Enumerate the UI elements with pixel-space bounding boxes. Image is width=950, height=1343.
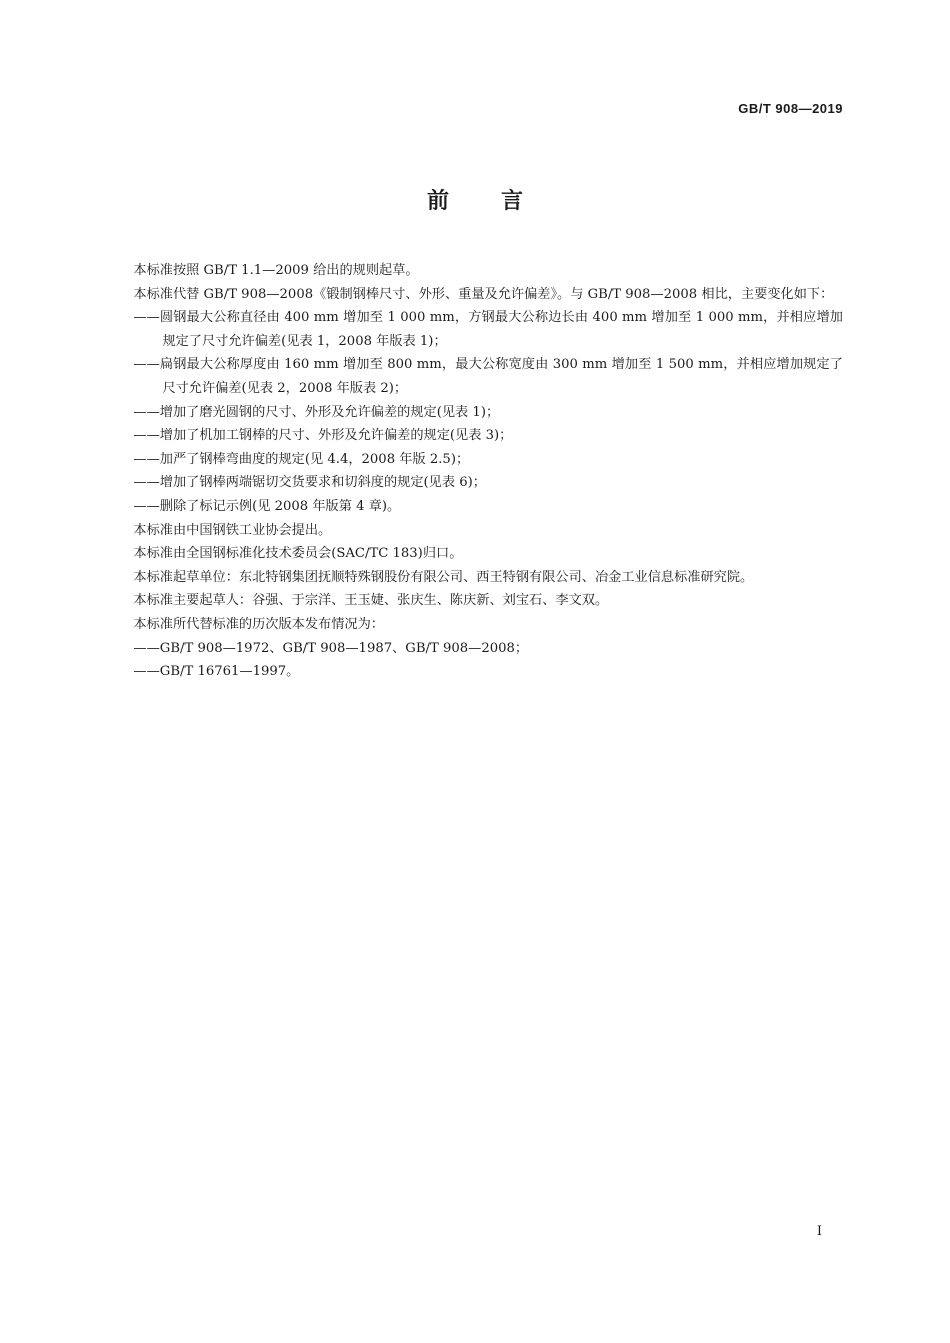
history-item: ——GB/T 16761—1997。 bbox=[133, 664, 300, 680]
paragraph: 本标准由中国钢铁工业协会提出。 bbox=[133, 522, 332, 538]
paragraph: 本标准按照 GB/T 1.1—2009 给出的规则起草。 bbox=[133, 263, 419, 278]
standard-code-header: GB/T 908—2019 bbox=[738, 101, 843, 116]
change-item: ——删除了标记示例(见 2008 年版第 4 章)。 bbox=[133, 498, 401, 514]
foreword-body bbox=[107, 259, 843, 684]
page-number: I bbox=[816, 1224, 822, 1239]
page-title: 前言 bbox=[426, 189, 575, 214]
change-item: ——扁钢最大公称厚度由 160 mm 增加至 800 mm，最大公称宽度由 300 mm 增加至 1 500 mm，并相应增加规定了尺寸允许偏差(见表 2，2008 年版表 2)； bbox=[133, 357, 843, 396]
paragraph: 本标准起草单位：东北特钢集团抚顺特殊钢股份有限公司、西王特钢有限公司、冶金工业信息标准研究院。 bbox=[133, 569, 754, 585]
paragraph: 本标准由全国钢标准化技术委员会(SAC/TC 183)归口。 bbox=[133, 546, 463, 562]
paragraph: 本标准代替 GB/T 908—2008《锻制钢棒尺寸、外形、重量及允许偏差》。与 GB/T 908—2008 相比，主要变化如下： bbox=[133, 286, 834, 302]
paragraph: 本标准主要起草人：谷强、于宗洋、王玉婕、张庆生、陈庆新、刘宝石、李文双。 bbox=[133, 593, 609, 609]
change-item: ——增加了机加工钢棒的尺寸、外形及允许偏差的规定(见表 3)； bbox=[133, 428, 513, 444]
change-item: ——圆钢最大公称直径由 400 mm 增加至 1 000 mm，方钢最大公称边长由 400 mm 增加至 1 000 mm，并相应增加规定了尺寸允许偏差(见表 1，2008 年版表 1)； bbox=[133, 310, 843, 349]
history-item: ——GB/T 908—1972、GB/T 908—1987、GB/T 908—2008； bbox=[133, 640, 529, 656]
change-item: ——加严了钢棒弯曲度的规定(见 4.4，2008 年版 2.5)； bbox=[133, 451, 470, 467]
paragraph: 本标准所代替标准的历次版本发布情况为： bbox=[133, 616, 384, 632]
change-item: ——增加了磨光圆钢的尺寸、外形及允许偏差的规定(见表 1)； bbox=[133, 404, 500, 420]
change-item: ——增加了钢棒两端锯切交货要求和切斜度的规定(见表 6)； bbox=[133, 475, 486, 491]
